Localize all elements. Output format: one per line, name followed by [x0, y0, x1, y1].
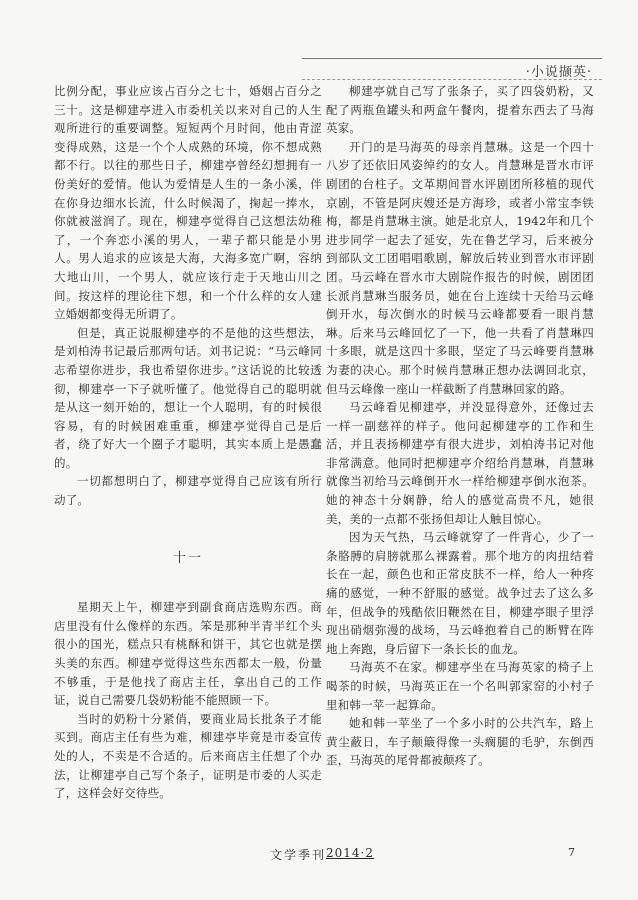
issue-number: 2014·2	[326, 846, 374, 860]
page-footer	[0, 846, 638, 866]
paragraph: 星期天上午，柳建亭到副食商店选购东西。商店里没有什么像样的东西。笨是那种半青半红个头很小的国光，糕点只有桃酥和饼干，其它也就是摆头美的东西。柳建亭觉得这些东西都太一般，份量不够重，于是他找了商店主任，拿出自己的工作证，说自己需要几袋奶粉能不能照顾一下。	[54, 600, 322, 708]
left-column	[54, 82, 322, 803]
paragraph: 比例分配，事业应该占百分之七十，婚姻占百分之三十。这是柳建亭进入市委机关以来对自己的人生观所进行的重要调整。短短两个月时间，他由青涩变得成熟，这是一个个人成熟的环境，你不想成熟都不行。以往的那些日子，柳建亭曾经幻想拥有一份美好的爱情。他认为爱情是人生的一条小溪，伴在你身边细水长流，什么时候渴了，掬起一捧水，你就被滋润了。现在，柳建亭觉得自己这想法幼稚了，一个奔恋小溪的男人，一辈子都只能是小男人。男人追求的应该是大海，大海多宽广啊，容纳大地山川，一个男人，就应该行走于天地山川之间。按这样的理论往下想，和一个什么样的女人建立婚姻都变得无所谓了。	[54, 84, 322, 322]
paragraph: 开门的是马海英的母亲肖慧琳。这是一个四十八岁了还依旧风姿绰约的女人。肖慧琳是晋水市评剧团的台柱子。文革期间晋水评剧团所移植的现代京剧，不管是阿庆嫂还是方海珍，或者小常宝李铁梅，都是肖慧琳主演。她是北京人，1942年和几个进步同学一起去了延安，先在鲁艺学习，后来被分到部队文工团唱唱歌剧，解放后转业到晋水市评剧团。马云峰在晋水市大剧院作报告的时候，剧团团长派肖慧琳当服务员，她在台上连续十天给马云峰倒开水，每次倒水的时候马云峰都要看一眼肖慧琳。后来马云峰回忆了一下，他一共看了肖慧琳四十多眼，就是这四十多眼，坚定了马云峰要肖慧琳为妻的决心。那个时候肖慧琳正想办法调回北京，但马云峰像一座山一样截断了肖慧琳回家的路。	[326, 139, 594, 396]
paragraph: 她和韩一苹坐了一个多小时的公共汽车，路上黄尘蔽日，车子颠簸得像一头瘸腿的毛驴，东倒西歪，马海英的尾骨都被颠疼了。	[326, 716, 594, 768]
paragraph: 马海英不在家。柳建亭坐在马海英家的椅子上喝茶的时候，马海英正在一个名叫郭家窑的小村子里和韩一苹一起算命。	[326, 660, 594, 712]
paragraph: 一切都想明白了，柳建亭觉得自己应该有所行动了。	[54, 474, 322, 508]
paragraph: 马云峰看见柳建亭，并没显得意外，还像过去一样一副慈祥的样子。他问起柳建亭的工作和生活，并且表扬柳建亭有很大进步，刘柏涛书记对他非常满意。他同时把柳建亭介绍给肖慧琳，肖慧琳就像当初给马云峰倒开水一样给柳建亭倒水泡茶。她的神态十分娴静，给人的感觉高贵不凡，她很美，美的一点都不张扬但却让人触目惊心。	[326, 400, 594, 526]
journal-name: 文学季刊	[270, 848, 327, 862]
paragraph: 柳建亭就自己写了张条子，买了四袋奶粉，又配了两瓶鱼罐头和两盒午餐肉，提着东西去了马海英家。	[326, 84, 594, 136]
section-number: 十一	[172, 550, 203, 566]
running-header	[302, 58, 602, 82]
header-rule-bottom	[302, 79, 602, 80]
right-column	[326, 82, 594, 770]
column-title: ·小说撷英·	[525, 65, 592, 80]
page-number: 7	[568, 846, 575, 859]
header-rule-top	[302, 58, 602, 59]
paragraph: 因为天气热，马云峰就穿了一件背心，少了一条胳膊的肩膀就那么裸露着。那个地方的肉扭结着长在一起，颜色也和正常皮肤不一样，给人一种疼痛的感觉，一种不舒服的感觉。战争过去了这么多年，但战争的残酷依旧鞭然在目，柳建亭眼子里浮现出硝烟弥漫的战场，马云峰抱着自己的断臂在阵地上奔跑，身后留下一条长长的血龙。	[326, 530, 594, 656]
paragraph: 当时的奶粉十分紧俏，要商业局长批条子才能买到。商店主任有些为难，柳建亭毕竟是市委宣传处的人，不卖是不合适的。后来商店主任想了个办法，让柳建亭自己写个条子，证明是市委的人买走了，这样会好交待些。	[54, 711, 322, 801]
paragraph: 但是，真正说服柳建亭的不是他的这些想法，是刘柏涛书记最后那两句话。刘书记说：“马云峰同志希望你进步，我也希望你进步。”这话说的比较透彻，柳建亭一下子就听懂了。他觉得自己的聪明就是从这一刻开始的，想让一个人聪明，有的时候很容易，有的时候困难重重，柳建亭觉得自己是后者，绕了好大一个圈子才聪明，其实本质上是愚蠢的。	[54, 325, 322, 470]
